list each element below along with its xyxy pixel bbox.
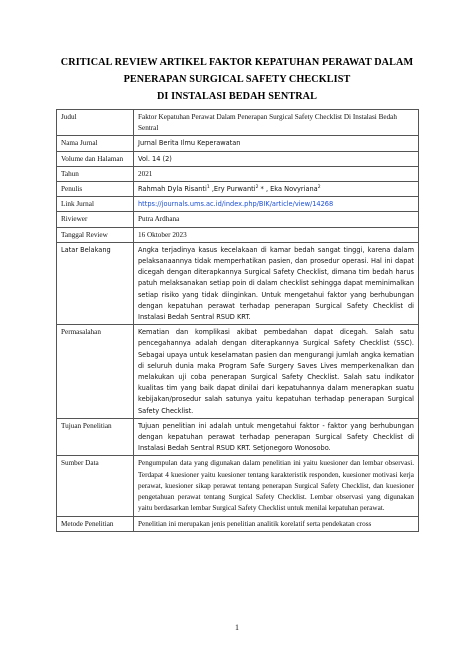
author-2-affil: 2 xyxy=(255,184,259,190)
value-latar-belakang: Angka terjadinya kasus kecelakaan di kamar bedah sangat tinggi, karena dalam pelaksanaannya tidak memperhatikan pasien, dan prosedur operasi. Hal ini dapat dicegah dengan diterapkannya Surgical Safety Checklist, dimana tim bedah harus patuh melaksanakan setiap poin di dalam checklist sehingga dapat meminimalkan setiap risiko yang tidak diinginkan. Untuk mengetahui faktor yang berhubungan dengan kepatuhan perawat terhadap penerapan Surgical Safety Checklist di Instalasi Bedah Sentral RSUD KRT. xyxy=(134,242,419,324)
row-sumber-data xyxy=(57,456,419,516)
value-sumber-data: Pengumpulan data yang digunakan dalam penelitian ini yaitu kuesioner dan lembar observasi. Terdapat 4 kuesioner yaitu kuesioner tentang karakteristik responden, kuesioner motivasi kerja perawat, kuesioner sikap perawat tentang penerapan Surgical Safety Checklist, dan kuesioner pengetahuan perawat tentang Surgical Safety Checklist. Lembar observasi yang digunakan yaitu berdasarkan lembar Surgical Safety Checklist untuk menilai kepatuhan perawat. xyxy=(134,456,419,516)
row-penulis xyxy=(57,182,419,197)
author-3-affil: 2 xyxy=(317,184,321,190)
row-nama-jurnal xyxy=(57,136,419,151)
label-judul: Judul xyxy=(57,110,134,136)
row-tanggal xyxy=(57,227,419,242)
value-permasalahan: Kematian dan komplikasi akibat pembedahan dapat dicegah. Salah satu pencegahannya adalah dengan diterapkannya Surgical Safety Checklist (SSC). Sebagai upaya untuk keselamatan pasien dan mengurangi jumlah angka kematian di seluruh dunia maka Program Safe Surgery Saves Lives memperkenalkan dan melakukan uji coba penerapan Surgical Safety Checklist. Salah satu indikator kualitas tim yang baik dapat dinilai dari kepatuhannya dalam menerapkan suatu kebijakan/prosedur salah satunya yaitu kepatuhan terhadap penerapan Surgical Safety Checklist. xyxy=(134,325,419,419)
row-volume xyxy=(57,151,419,166)
author-1: Rahmah Dyla Risanti xyxy=(138,185,207,194)
value-tujuan: Tujuan penelitian ini adalah untuk mengetahui faktor - faktor yang berhubungan dengan kepatuhan perawat terhadap penerapan Surgical Safety Checklist di Instalasi Bedah Sentral RSUD KRT. Setjonegoro Wonosobo. xyxy=(134,418,419,456)
value-link-cell xyxy=(134,197,419,212)
row-tahun xyxy=(57,166,419,181)
label-reviewer: Riviewer xyxy=(57,212,134,227)
row-latar-belakang xyxy=(57,242,419,324)
label-tujuan: Tujuan Penelitian xyxy=(57,418,134,456)
label-sumber-data: Sumber Data xyxy=(57,456,134,516)
value-nama-jurnal: Jurnal Berita Ilmu Keperawatan xyxy=(134,136,419,151)
value-judul: Faktor Kepatuhan Perawat Dalam Penerapan Surgical Safety Checklist Di Instalasi Bedah Sentral xyxy=(134,110,419,136)
value-reviewer: Putra Ardhana xyxy=(134,212,419,227)
row-tujuan xyxy=(57,418,419,456)
author-2: ,Ery Purwanti xyxy=(209,185,256,194)
label-tahun: Tahun xyxy=(57,166,134,181)
value-metode: Penelitian ini merupakan jenis penelitian analitik korelatif serta pendekatan cross xyxy=(134,516,419,531)
review-table xyxy=(56,109,419,532)
author-3: * , Eka Novyriana xyxy=(258,185,318,194)
row-reviewer xyxy=(57,212,419,227)
title-line-3: DI INSTALASI BEDAH SENTRAL xyxy=(156,91,318,102)
label-permasalahan: Permasalahan xyxy=(57,325,134,419)
title-line-2: PENERAPAN SURGICAL SAFETY CHECKLIST xyxy=(123,74,351,85)
label-nama-jurnal: Nama Jurnal xyxy=(57,136,134,151)
row-judul xyxy=(57,110,419,136)
value-volume: Vol. 14 (2) xyxy=(134,151,419,166)
author-1-affil: 1 xyxy=(206,184,210,190)
row-permasalahan xyxy=(57,325,419,419)
value-tanggal: 16 Oktober 2023 xyxy=(134,227,419,242)
row-link xyxy=(57,197,419,212)
page-number: 1 xyxy=(235,623,239,632)
label-penulis: Penulis xyxy=(57,182,134,197)
label-volume: Volume dan Halaman xyxy=(57,151,134,166)
label-link: Link Jurnal xyxy=(57,197,134,212)
row-metode xyxy=(57,516,419,531)
value-penulis xyxy=(134,182,419,197)
title-line-1: CRITICAL REVIEW ARTIKEL FAKTOR KEPATUHAN PERAWAT DALAM xyxy=(60,57,414,68)
label-tanggal: Tanggal Review xyxy=(57,227,134,242)
journal-link[interactable]: https://journals.ums.ac.id/index.php/BIK/article/view/14268 xyxy=(138,200,334,209)
value-tahun: 2021 xyxy=(134,166,419,181)
label-latar-belakang: Latar Belakang xyxy=(57,242,134,324)
label-metode: Metode Penelitian xyxy=(57,516,134,531)
